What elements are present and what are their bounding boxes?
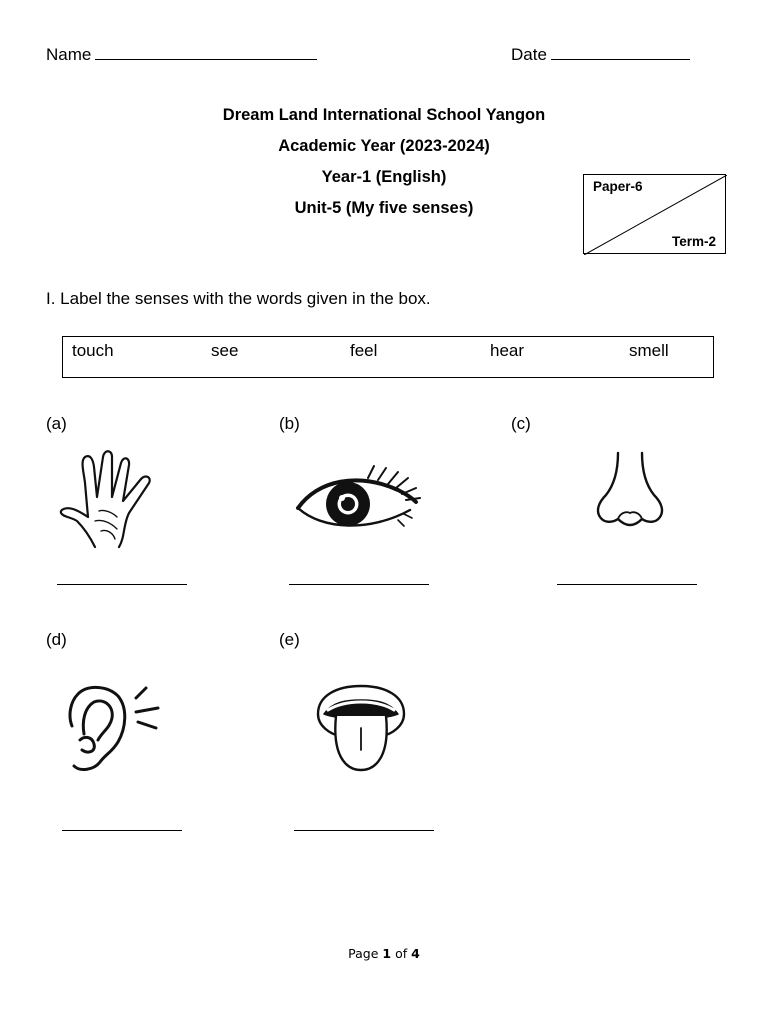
answer-line-a[interactable] <box>57 584 187 585</box>
date-label: Date <box>511 45 547 64</box>
hand-icon <box>55 447 161 555</box>
page-total: 4 <box>411 946 420 961</box>
answer-line-b[interactable] <box>289 584 429 585</box>
date-line[interactable] <box>551 43 690 60</box>
nose-icon <box>596 451 664 527</box>
item-d-label: (d) <box>46 630 67 649</box>
item-b-label: (b) <box>279 414 300 433</box>
word-feel: feel <box>350 341 378 360</box>
page-current: 1 <box>382 946 392 961</box>
eye-icon <box>294 464 424 536</box>
answer-line-c[interactable] <box>557 584 697 585</box>
page-indicator <box>0 946 768 961</box>
ear-icon <box>66 682 162 774</box>
term-number: Term-2 <box>671 234 716 249</box>
item-e-label: (e) <box>279 630 300 649</box>
date-field[interactable] <box>511 43 690 65</box>
paper-number: Paper-6 <box>593 179 643 194</box>
unit-title: Unit-5 (My five senses) <box>294 199 474 217</box>
word-touch: touch <box>72 341 114 360</box>
name-label: Name <box>46 45 92 64</box>
word-box <box>62 336 714 378</box>
name-line[interactable] <box>95 43 317 60</box>
item-c-label: (c) <box>511 414 531 433</box>
word-see: see <box>211 341 239 360</box>
academic-year: Academic Year (2023-2024) <box>278 137 490 155</box>
word-smell: smell <box>629 341 669 360</box>
item-a-label: (a) <box>46 414 67 433</box>
answer-line-d[interactable] <box>62 830 182 831</box>
answer-line-e[interactable] <box>294 830 434 831</box>
page-of: of <box>395 946 408 961</box>
word-hear: hear <box>490 341 525 360</box>
paper-term-box <box>583 174 726 254</box>
page-prefix: Page <box>348 946 379 961</box>
instruction: I. Label the senses with the words given in the box. <box>46 289 431 308</box>
tongue-icon <box>314 684 408 774</box>
name-field[interactable] <box>46 43 317 65</box>
school-name: Dream Land International School Yangon <box>222 106 546 124</box>
year-subject: Year-1 (English) <box>321 168 447 186</box>
